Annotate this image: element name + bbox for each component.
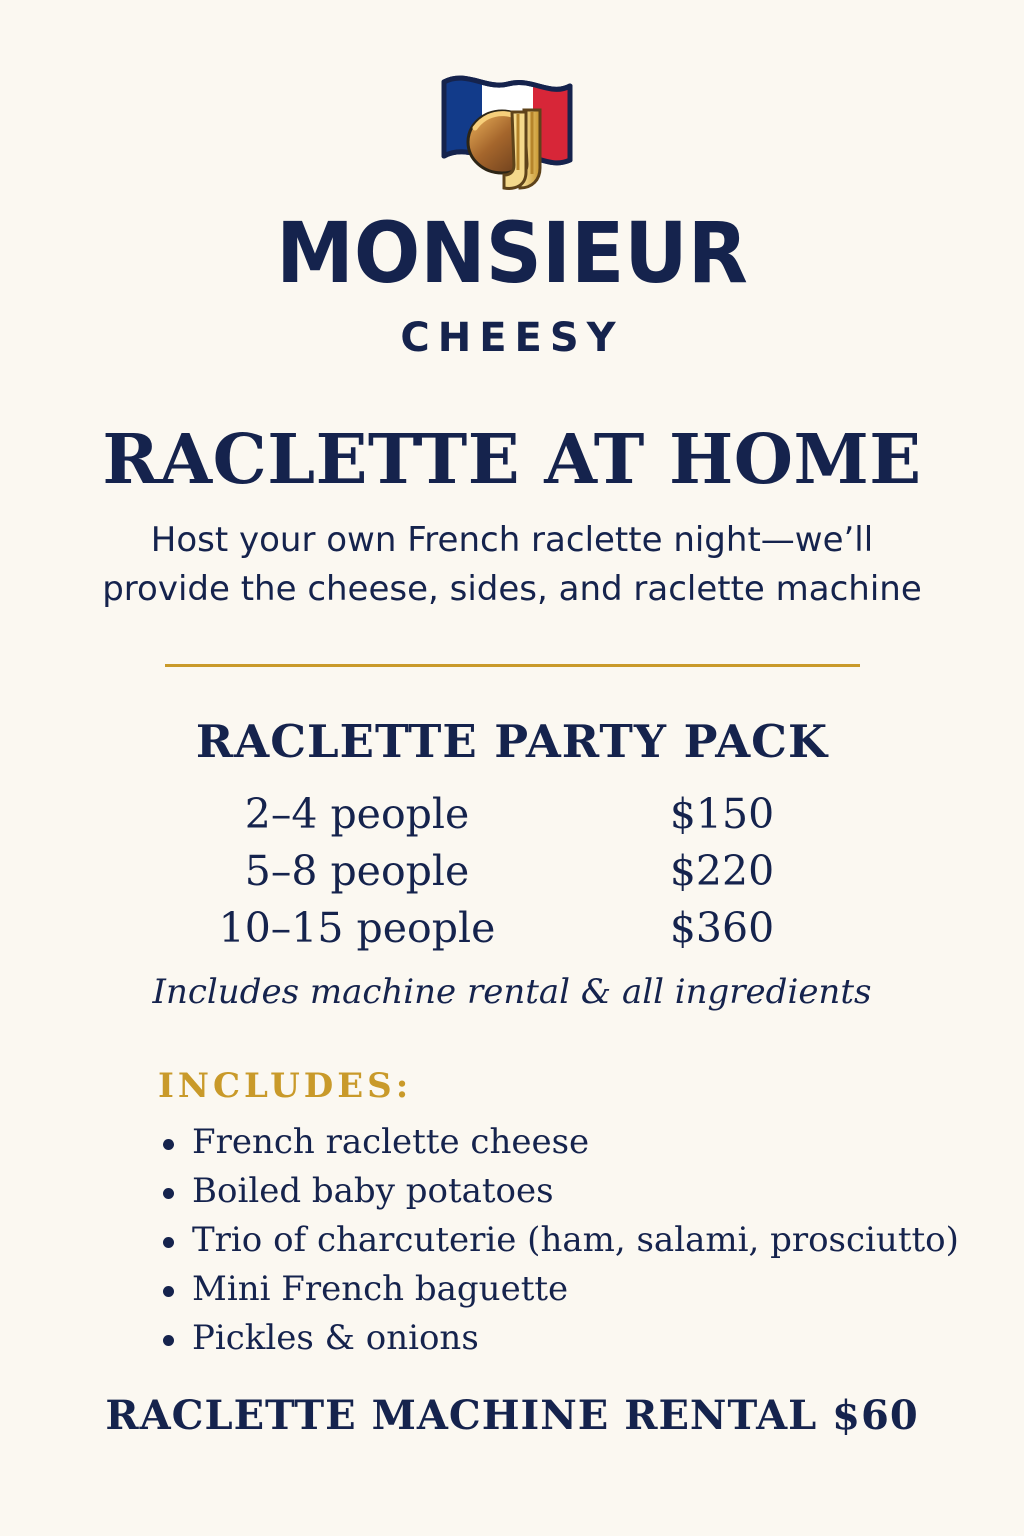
list-item: French raclette cheese	[157, 1118, 959, 1167]
price-row	[0, 843, 1024, 900]
brand-subname: CHEESY	[400, 315, 624, 361]
tagline-line-2: provide the cheese, sides, and raclette machine	[102, 569, 922, 609]
tagline-line-1: Host your own French raclette night—we’ll	[150, 520, 874, 560]
price-row	[0, 900, 1024, 957]
party-pack-note: Includes machine rental & all ingredients	[152, 972, 872, 1012]
party-pack-title: RACLETTE PARTY PACK	[195, 715, 829, 768]
price-row	[0, 786, 1024, 843]
list-item: Mini French baguette	[157, 1265, 959, 1314]
party-size: 5–8 people	[244, 847, 470, 895]
tagline	[62, 516, 962, 614]
party-size: 2–4 people	[244, 790, 470, 838]
french-flag-raclette-cheese-icon	[438, 72, 578, 194]
party-price: $360	[669, 904, 775, 952]
list-item: Trio of charcuterie (ham, salami, prosciutto)	[157, 1216, 959, 1265]
brand-name: MONSIEUR	[276, 204, 748, 302]
price-list	[0, 786, 1024, 957]
includes-list	[157, 1118, 959, 1363]
list-item: Boiled baby potatoes	[157, 1167, 959, 1216]
list-item: Pickles & onions	[157, 1314, 959, 1363]
page-title: RACLETTE AT HOME	[102, 420, 922, 500]
party-price: $220	[669, 847, 775, 895]
machine-rental-price: RACLETTE MACHINE RENTAL $60	[105, 1392, 919, 1439]
gold-divider	[165, 664, 860, 667]
party-price: $150	[669, 790, 775, 838]
party-size: 10–15 people	[218, 904, 496, 952]
includes-heading: INCLUDES:	[158, 1066, 413, 1106]
